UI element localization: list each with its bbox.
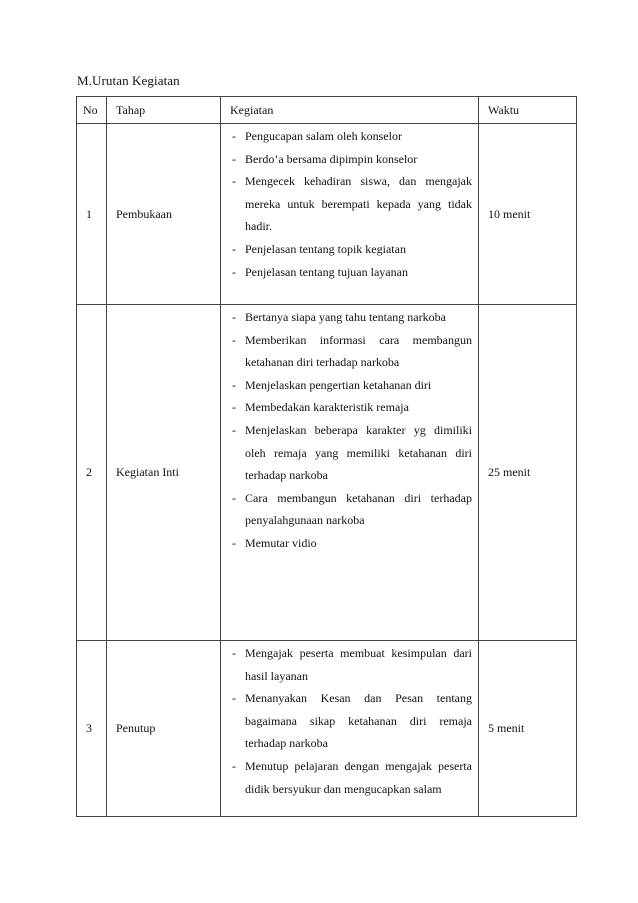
row-waktu: 25 menit	[479, 305, 577, 641]
bullet-dash: -	[232, 151, 236, 166]
bullet-dash: -	[232, 241, 236, 256]
header-kegiatan: Kegiatan	[221, 97, 479, 124]
header-waktu: Waktu	[479, 97, 577, 124]
header-tahap: Tahap	[107, 97, 221, 124]
bullet-dash: -	[232, 646, 236, 660]
list-item: - Cara membangun ketahanan diri terhadap penyalahgunaan narkoba	[230, 487, 472, 532]
list-item: - Menutup pelajaran dengan mengajak peserta didik bersyukur dan mengucapkan salam	[230, 755, 472, 800]
row-waktu: 10 menit	[479, 124, 577, 305]
table-row	[77, 305, 577, 641]
row-no: 1	[77, 124, 107, 305]
row-kegiatan	[221, 124, 479, 305]
bullet-dash: -	[232, 400, 236, 415]
list-item: - Mengajak peserta membuat kesimpulan dari hasil layanan	[230, 642, 472, 687]
list-item: - Berdo’a bersama dipimpin konselor	[230, 148, 472, 171]
bullet-dash: -	[232, 129, 236, 143]
activity-schedule-table	[76, 96, 577, 817]
row-kegiatan	[221, 305, 479, 641]
list-item: - Penjelasan tentang tujuan layanan	[230, 261, 472, 284]
bullet-dash: -	[232, 691, 236, 706]
list-item: - Menjelaskan beberapa karakter yg dimiliki oleh remaja yang memiliki ketahanan diri terhadap narkoba	[230, 419, 472, 487]
bullet-dash: -	[232, 535, 236, 550]
row-kegiatan	[221, 641, 479, 817]
list-item: - Bertanya siapa yang tahu tentang narkoba	[230, 306, 472, 329]
bullet-dash: -	[232, 377, 236, 392]
table-row	[77, 124, 577, 305]
list-item: - Menjelaskan pengertian ketahanan diri	[230, 374, 472, 397]
list-item: - Mengecek kehadiran siswa, dan mengajak mereka untuk berempati kepada yang tidak hadir.	[230, 170, 472, 238]
bullet-dash: -	[232, 490, 236, 505]
list-item: - Menanyakan Kesan dan Pesan tentang bagaimana sikap ketahanan diri remaja terhadap narkoba	[230, 687, 472, 755]
bullet-dash: -	[232, 422, 236, 437]
bullet-dash: -	[232, 310, 236, 324]
list-item: - Memutar vidio	[230, 532, 472, 555]
bullet-dash: -	[232, 332, 236, 347]
table-header-row	[77, 97, 577, 124]
bullet-dash: -	[232, 264, 236, 279]
list-item: - Memberikan informasi cara membangun ketahanan diri terhadap narkoba	[230, 329, 472, 374]
row-waktu: 5 menit	[479, 641, 577, 817]
list-item: - Penjelasan tentang topik kegiatan	[230, 238, 472, 261]
section-title: M.Urutan Kegiatan	[77, 73, 180, 88]
header-no: No	[77, 97, 107, 124]
row-no: 2	[77, 305, 107, 641]
activity-list	[230, 642, 472, 800]
list-item: - Membedakan karakteristik remaja	[230, 396, 472, 419]
row-tahap: Kegiatan Inti	[107, 305, 221, 641]
row-no: 3	[77, 641, 107, 817]
activity-list	[230, 306, 472, 555]
row-tahap: Pembukaan	[107, 124, 221, 305]
activity-list	[230, 125, 472, 283]
table-row	[77, 641, 577, 817]
row-tahap: Penutup	[107, 641, 221, 817]
bullet-dash: -	[232, 174, 236, 189]
list-item: - Pengucapan salam oleh konselor	[230, 125, 472, 148]
bullet-dash: -	[232, 758, 236, 773]
